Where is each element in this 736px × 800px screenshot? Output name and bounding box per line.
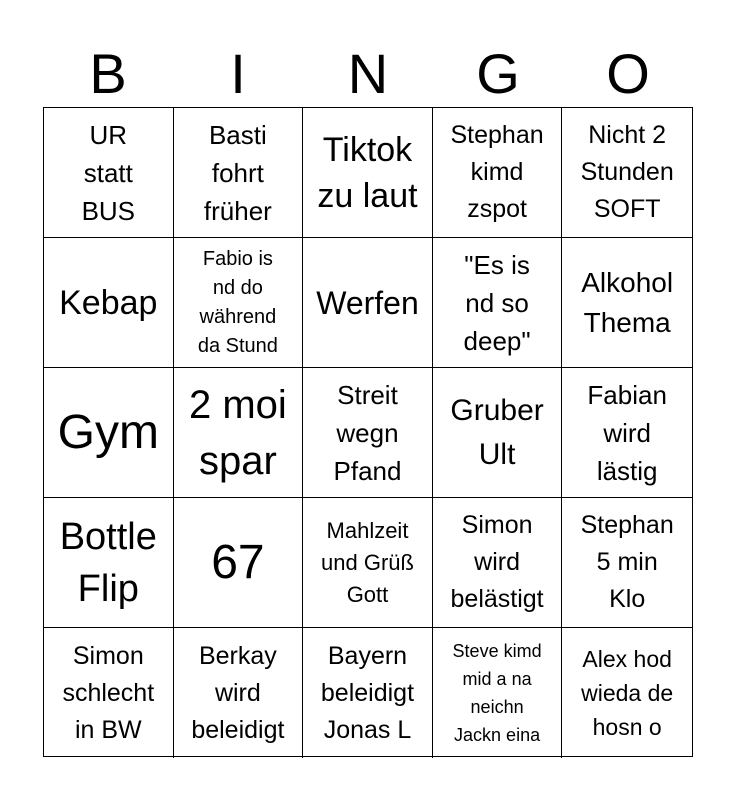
bingo-cell[interactable] — [433, 108, 563, 238]
bingo-cell[interactable] — [303, 368, 433, 498]
bingo-cell[interactable] — [433, 628, 563, 758]
bingo-cell[interactable] — [174, 368, 304, 498]
cell-text: Fabian wird lästig — [587, 379, 667, 486]
cell-text: Streit wegn Pfand — [333, 379, 402, 486]
bingo-cell[interactable] — [433, 498, 563, 628]
bingo-header — [43, 40, 693, 108]
cell-text: Alex hod wieda de hosn o — [581, 646, 674, 740]
cell-text: Bayern beleidigt Jonas L — [320, 641, 415, 744]
cell-text: Fabio is nd do während da Stund — [197, 247, 278, 357]
cell-text: Steve kimd mid a na neichn Jackn eina — [452, 641, 542, 745]
cell-text: 67 — [211, 535, 265, 589]
bingo-cell[interactable] — [562, 238, 692, 368]
cell-text: Stephan kimd zspot — [450, 121, 544, 223]
cell-text: Kebap — [59, 283, 158, 322]
header-letter-g: G — [476, 42, 520, 105]
bingo-cell[interactable] — [44, 628, 174, 758]
bingo-cell[interactable] — [562, 108, 692, 238]
grid-row — [44, 238, 692, 368]
bingo-cell[interactable] — [562, 628, 692, 758]
bingo-cell[interactable] — [174, 498, 304, 628]
bingo-cell[interactable] — [303, 498, 433, 628]
bingo-cell[interactable] — [174, 628, 304, 758]
cell-text: Bottle Flip — [59, 515, 157, 610]
header-letter-i: I — [230, 42, 246, 105]
bingo-cell[interactable] — [562, 498, 692, 628]
bingo-cell[interactable] — [303, 628, 433, 758]
header-letter-o: O — [606, 42, 650, 105]
bingo-cell[interactable] — [44, 108, 174, 238]
cell-text: "Es is nd so deep" — [463, 249, 531, 356]
cell-text: Gym — [57, 405, 159, 459]
bingo-cell[interactable] — [174, 238, 304, 368]
cell-text: Gruber Ult — [450, 393, 544, 471]
bingo-grid — [43, 107, 693, 757]
bingo-cell[interactable] — [433, 368, 563, 498]
cell-text: 2 moi spar — [188, 382, 287, 483]
bingo-cell[interactable] — [174, 108, 304, 238]
header-letter-b: B — [89, 42, 127, 105]
cell-text: Nicht 2 Stunden SOFT — [580, 121, 674, 223]
cell-text: UR statt BUS — [81, 119, 136, 226]
cell-text: Simon schlecht in BW — [62, 641, 155, 744]
header-letter-n: N — [347, 42, 389, 105]
bingo-cell[interactable] — [44, 498, 174, 628]
grid-row — [44, 108, 692, 238]
bingo-cell[interactable] — [433, 238, 563, 368]
cell-text: Alkohol Thema — [581, 266, 674, 338]
cell-text: Tiktok zu laut — [317, 130, 418, 215]
bingo-cell[interactable] — [303, 238, 433, 368]
grid-row — [44, 628, 692, 758]
cell-text: Berkay wird beleidigt — [191, 641, 285, 744]
cell-text: Mahlzeit und Grüß Gott — [321, 517, 414, 607]
cell-text: Simon wird belästigt — [450, 511, 544, 613]
cell-text: Werfen — [316, 284, 419, 321]
bingo-cell[interactable] — [44, 368, 174, 498]
cell-text: Stephan 5 min Klo — [580, 511, 674, 613]
grid-row — [44, 368, 692, 498]
bingo-cell[interactable] — [303, 108, 433, 238]
cell-text: Basti fohrt früher — [203, 119, 272, 226]
bingo-cell[interactable] — [44, 238, 174, 368]
bingo-cell[interactable] — [562, 368, 692, 498]
grid-row — [44, 498, 692, 628]
